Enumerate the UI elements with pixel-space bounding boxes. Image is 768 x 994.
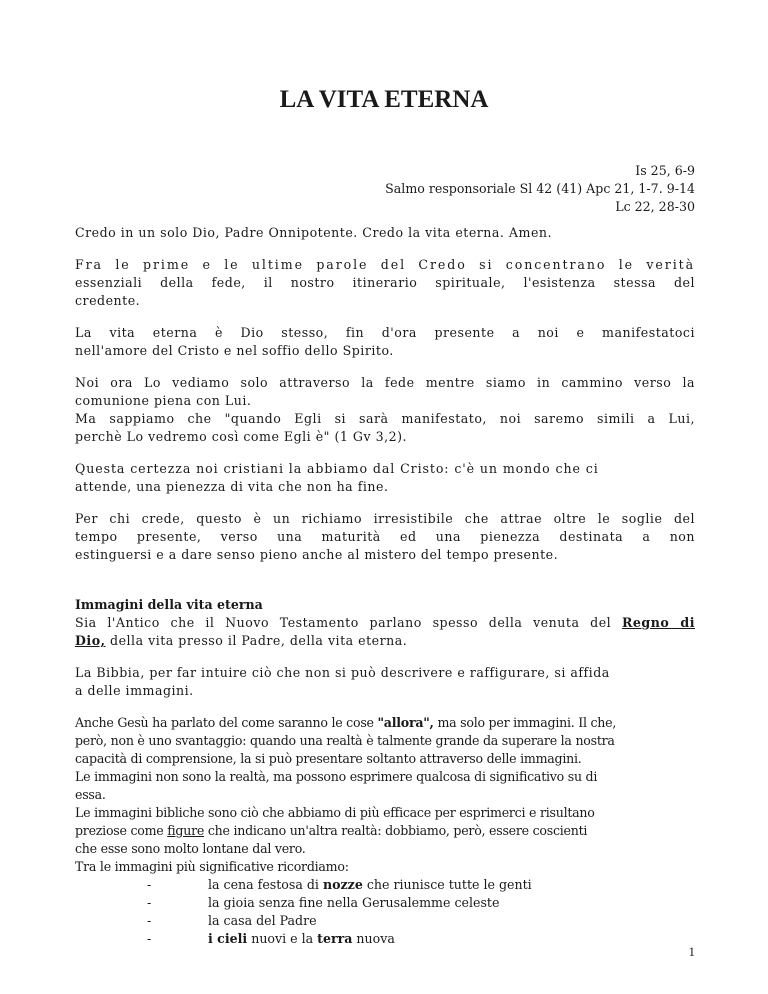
page-title: LA VITA ETERNA <box>279 86 489 113</box>
text-line: Le immagini bibliche sono ciò che abbiamo di più efficace per esprimerci e risultano <box>75 805 595 820</box>
text-line: credente. <box>75 293 141 308</box>
paragraph-creed: Credo in un solo Dio, Padre Onnipotente. Credo la vita eterna. Amen. <box>75 225 553 240</box>
images-list <box>75 876 695 948</box>
paragraph-credo-words <box>75 256 695 310</box>
page-number: 1 <box>688 944 695 959</box>
bullet-dash: - <box>147 895 152 910</box>
paragraph-jesus <box>75 714 695 876</box>
reference-line: Is 25, 6-9 <box>635 163 695 178</box>
text-line: Le immagini non sono la realtà, ma possono esprimere qualcosa di significativo su di <box>75 769 598 784</box>
bold-word: nozze <box>322 877 363 892</box>
scripture-references <box>385 162 695 216</box>
paragraph-faith <box>75 374 695 446</box>
text-line: Ma sappiamo che "quando Egli si sarà manifestato, noi saremo simili a Lui, <box>75 411 695 426</box>
text-span: nuova <box>352 931 395 946</box>
bullet-dash: - <box>147 931 152 946</box>
text-line: capacità di comprensione, la si può presentare soltanto attraverso delle immagini. <box>75 751 582 766</box>
figure-underlined: figure <box>167 823 205 838</box>
text-line: La vita eterna è Dio stesso, fin d'ora presente a noi e manifestatoci <box>75 325 695 340</box>
list-item <box>75 912 695 930</box>
list-item <box>75 876 695 894</box>
paragraph-bible <box>75 664 695 700</box>
list-item <box>75 894 695 912</box>
text-line: Fra le prime e le ultime parole del Credo si concentrano le verità <box>75 257 695 272</box>
text-span: ma solo per immagini. Il che, <box>433 715 617 730</box>
text-line: Tra le immagini più significative ricordiamo: <box>75 859 349 874</box>
text-line: però, non è uno svantaggio: quando una realtà è talmente grande da superare la nostra <box>75 733 615 748</box>
text-span: della vita presso il Padre, della vita eterna. <box>105 633 408 648</box>
regno-link[interactable]: Regno di <box>621 615 695 630</box>
text-line: tempo presente, verso una maturità ed una pienezza destinata a non <box>75 529 695 544</box>
paragraph-eternal-life <box>75 324 695 360</box>
text-line: che esse sono molto lontane dal vero. <box>75 841 306 856</box>
text-line: nell'amore del Cristo e nel soffio dello Spirito. <box>75 343 394 358</box>
reference-line: Salmo responsoriale Sl 42 (41) Apc 21, 1-7. 9-14 <box>385 181 695 196</box>
text-line <box>75 614 695 632</box>
text-line: comunione piena con Lui. <box>75 393 252 408</box>
text-span: preziose come <box>75 823 168 838</box>
dio-link[interactable]: Dio, <box>75 633 106 648</box>
text-line <box>75 714 695 732</box>
text-span: la casa del Padre <box>208 913 317 928</box>
paragraph-believer <box>75 510 695 564</box>
text-line: Questa certezza noi cristiani la abbiamo dal Cristo: c'è un mondo che ci <box>75 461 599 476</box>
text-line: estinguersi e a dare senso pieno anche al mistero del tempo presente. <box>75 547 559 562</box>
text-line: La Bibbia, per far intuire ciò che non si può descrivere e raffigurare, si affida <box>75 665 610 680</box>
bold-word: i cieli <box>208 931 248 946</box>
text-line <box>75 822 695 840</box>
document-body <box>75 224 695 948</box>
bullet-dash: - <box>147 913 152 928</box>
text-line: attende, una pienezza di vita che non ha fine. <box>75 479 389 494</box>
text-span: che indicano un'altra realtà: dobbiamo, però, essere coscienti <box>204 823 588 838</box>
text-span: Anche Gesù ha parlato del come saranno le cose <box>75 715 378 730</box>
text-line: Per chi crede, questo è un richiamo irresistibile che attrae oltre le soglie del <box>75 511 695 526</box>
text-line: essenziali della fede, il nostro itinerario spirituale, l'esistenza stessa del <box>75 275 695 290</box>
text-span: che riunisce tutte le genti <box>362 877 532 892</box>
text-span: la cena festosa di <box>208 877 323 892</box>
bullet-dash: - <box>147 877 152 892</box>
allora-bold: "allora", <box>377 715 434 730</box>
text-line <box>75 632 695 650</box>
text-line: perchè Lo vedremo così come Egli è" (1 Gv 3,2). <box>75 429 408 444</box>
text-span: nuovi e la <box>247 931 318 946</box>
text-line: a delle immagini. <box>75 683 194 698</box>
text-line: Noi ora Lo vediamo solo attraverso la fede mentre siamo in cammino verso la <box>75 375 695 390</box>
paragraph-certainty <box>75 460 695 496</box>
section-heading: Immagini della vita eterna <box>75 597 263 612</box>
bold-word: terra <box>317 931 353 946</box>
text-span: la gioia senza fine nella Gerusalemme celeste <box>208 895 500 910</box>
paragraph-testaments <box>75 614 695 650</box>
list-item <box>75 930 695 948</box>
text-line: essa. <box>75 787 106 802</box>
reference-line: Lc 22, 28-30 <box>615 199 695 214</box>
text-span: Sia l'Antico che il Nuovo Testamento parlano spesso della venuta del <box>75 615 612 630</box>
